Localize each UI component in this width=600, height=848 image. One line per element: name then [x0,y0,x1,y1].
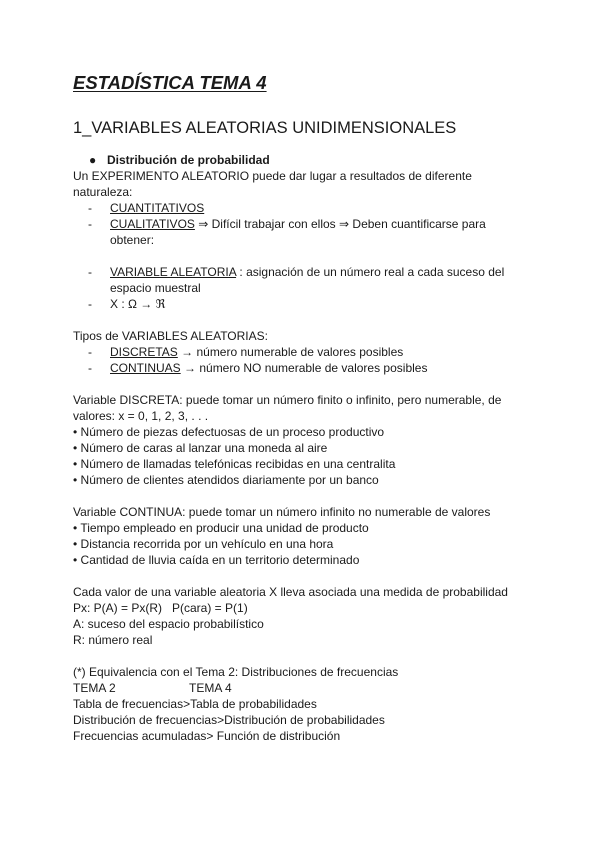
continua-line-1: Variable CONTINUA: puede tomar un número infinito no numerable de valores [73,505,491,519]
probabilidad-line-3: A: suceso del espacio probabilístico [73,617,264,631]
list-item-discretas: - DISCRETAS → número numerable de valores posibles [88,345,404,359]
equivalencia-row: Tabla de frecuencias>Tabla de probabilidades [73,697,317,711]
list-item-cualitativos: - CUALITATIVOS ⇒ Difícil trabajar con ellos ⇒ Deben cuantificarse para [88,217,486,231]
section-heading: 1_VARIABLES ALEATORIAS UNIDIMENSIONALES [73,119,457,137]
equivalencia-columns: TEMA 2 TEMA 4 [73,681,232,695]
list-item-variable-aleatoria: - VARIABLE ALEATORIA : asignación de un número real a cada suceso del [88,265,505,279]
probabilidad-line-4: R: número real [73,633,153,647]
list-item: • Número de piezas defectuosas de un proceso productivo [73,425,385,439]
bullet-dot: ● [89,153,97,167]
equivalencia-row: Distribución de frecuencias>Distribución de probabilidades [73,713,385,727]
document-body [73,152,533,744]
equivalencia-heading: (*) Equivalencia con el Tema 2: Distribuciones de frecuencias [73,665,399,679]
list-item: • Número de clientes atendidos diariamente por un banco [73,473,379,487]
probabilidad-line-1: Cada valor de una variable aleatoria X lleva asociada una medida de probabilidad [73,585,508,599]
bullet-heading: ● Distribución de probabilidad [89,153,270,167]
intro-line-1: Un EXPERIMENTO ALEATORIO puede dar lugar a resultados de diferente [73,169,472,183]
list-item-mapping: - X : Ω → ℜ [88,297,166,311]
list-item: • Distancia recorrida por un vehículo en una hora [73,537,334,551]
discreta-line-1: Variable DISCRETA: puede tomar un número finito o infinito, pero numerable, de [73,393,502,407]
list-item: • Tiempo empleado en producir una unidad de producto [73,521,369,535]
discreta-line-2: valores: x = 0, 1, 2, 3, . . . [73,409,209,423]
list-item-cualitativos-cont: obtener: [110,233,155,247]
page-title: ESTADÍSTICA TEMA 4 [73,72,267,93]
tipos-heading: Tipos de VARIABLES ALEATORIAS: [73,329,268,343]
list-item: • Número de caras al lanzar una moneda al aire [73,441,328,455]
intro-line-2: naturaleza: [73,185,133,199]
list-item-continuas: - CONTINUAS → número NO numerable de valores posibles [88,361,428,375]
list-item-cuantitativos: - CUANTITATIVOS [88,201,205,215]
equivalencia-row: Frecuencias acumuladas> Función de distribución [73,729,341,743]
probabilidad-line-2: Px: P(A) = Px(R) P(cara) = P(1) [73,601,248,615]
list-item: • Cantidad de lluvia caída en un territorio determinado [73,553,360,567]
list-item-variable-aleatoria-cont: espacio muestral [110,281,201,295]
list-item: • Número de llamadas telefónicas recibidas en una centralita [73,457,396,471]
